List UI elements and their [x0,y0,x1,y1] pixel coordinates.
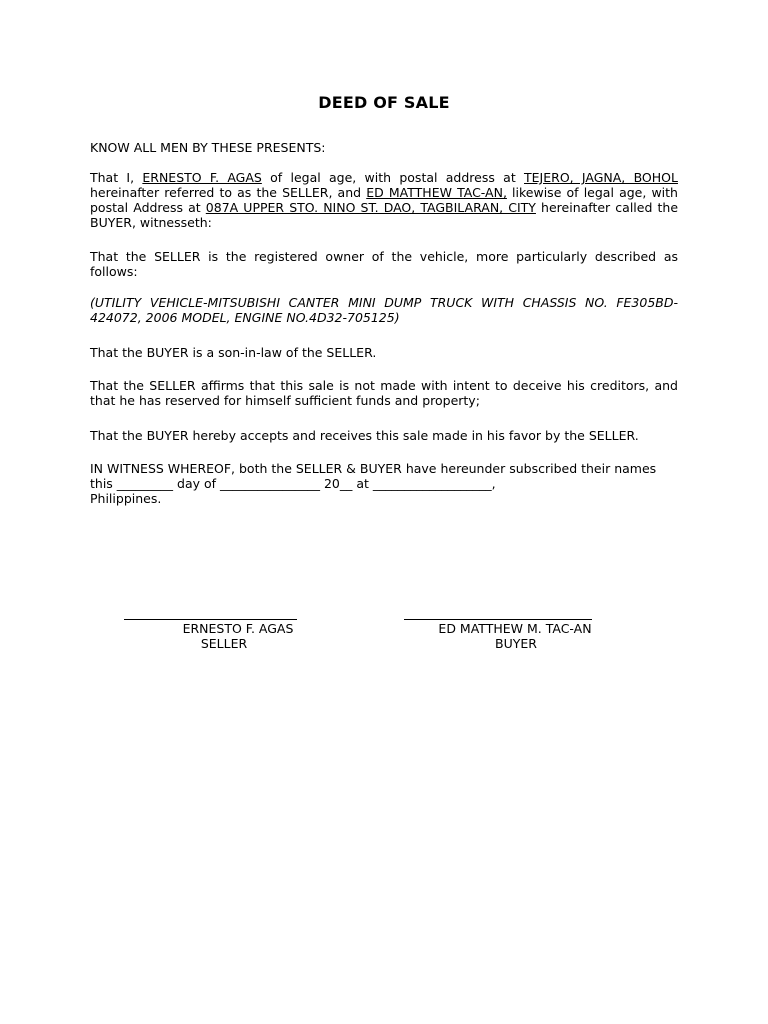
seller-signature-name: ERNESTO F. AGAS [182,621,294,636]
ownership-paragraph: That the SELLER is the registered owner of the vehicle, more particularly described as follows: [90,249,678,279]
relation-paragraph: That the BUYER is a son-in-law of the SELLER. [90,345,377,360]
buyer-signature-role: BUYER [495,636,537,651]
intro-text-2: of legal age, with postal address at [261,170,525,185]
seller-address-underlined: TEJERO, JAGNA, BOHOL [524,170,678,185]
witness-paragraph [90,461,678,506]
intro-text-1: That I, [90,170,143,185]
seller-name-underlined: ERNESTO F. AGAS [142,170,262,185]
affirmation-paragraph: That the SELLER affirms that this sale is not made with intent to deceive his creditors, and that he has reserved for himself sufficient funds and property; [90,378,678,408]
intro-paragraph [90,170,678,230]
document-title: DEED OF SALE [318,93,450,112]
intro-text-3: hereinafter referred to as the SELLER, and [90,185,367,200]
buyer-signature-line [404,606,592,620]
witness-line-3: Philippines. [90,491,162,506]
preamble: KNOW ALL MEN BY THESE PRESENTS: [90,140,326,155]
seller-signature-role: SELLER [200,636,248,651]
seller-signature-line [124,606,297,620]
witness-line-2: this _________ day of ________________ 20__ at ___________________, [90,476,496,491]
witness-line-1: IN WITNESS WHEREOF, both the SELLER & BUYER have hereunder subscribed their names [90,461,657,476]
acceptance-paragraph: That the BUYER hereby accepts and receives this sale made in his favor by the SELLER. [90,428,639,443]
buyer-signature-name: ED MATTHEW M. TAC-AN [438,621,592,636]
buyer-address-underlined: 087A UPPER STO. NINO ST. DAO, TAGBILARAN, CITY [205,200,536,215]
vehicle-description: (UTILITY VEHICLE-MITSUBISHI CANTER MINI DUMP TRUCK WITH CHASSIS NO. FE305BD-424072, 2006 MODEL, ENGINE NO.4D32-705125) [90,295,678,325]
buyer-name-underlined: ED MATTHEW TAC-AN, [366,185,507,200]
intro-text-5: hereinafter called the BUYER, witnesseth: [90,200,679,230]
intro-text-4: likewise of legal age, with postal Address at [90,185,678,215]
